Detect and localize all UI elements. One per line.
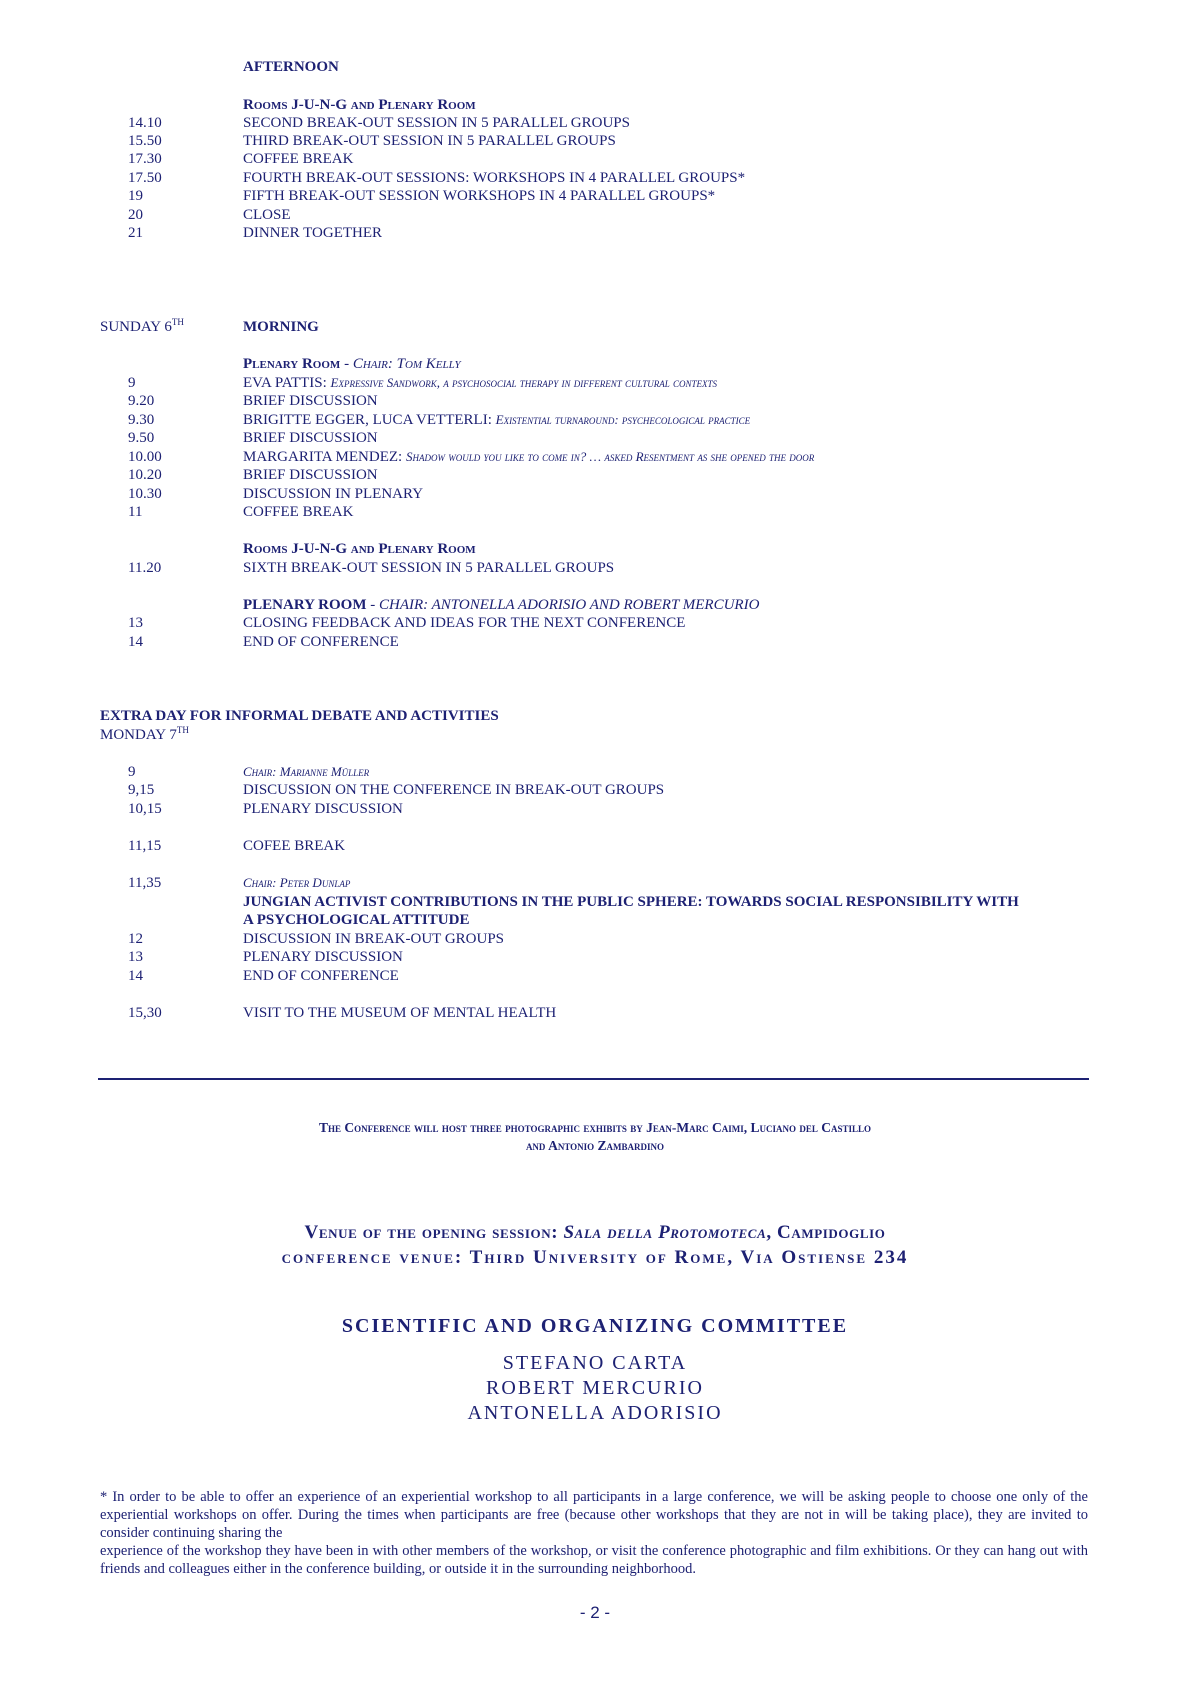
footnote-paragraph-1: * In order to be able to offer an experience of an experiential workshop to all participants in a large conference, we will be asking people to choose one only of the experiential workshops on offer. During the times when participants are free (because other workshops that they are not in will be taking place), they are invited to consider continuing sharing the: [100, 1489, 1088, 1541]
schedule-time: 9: [128, 375, 136, 391]
afternoon-heading: AFTERNOON: [243, 59, 339, 75]
schedule-time: 9,15: [128, 782, 155, 798]
schedule-time: 20: [128, 207, 143, 223]
session-title: JUNGIAN ACTIVIST CONTRIBUTIONS IN THE PUBLIC SPHERE: TOWARDS SOCIAL RESPONSIBILITY WITH: [243, 894, 1019, 910]
schedule-time: 9.30: [128, 412, 155, 428]
schedule-item: CLOSING FEEDBACK AND IDEAS FOR THE NEXT CONFERENCE: [243, 615, 686, 631]
schedule-time: 11,35: [128, 875, 162, 891]
schedule-time: 15.50: [128, 133, 162, 149]
schedule-item: DISCUSSION IN PLENARY: [243, 486, 424, 502]
page-number: - 2 -: [579, 1603, 611, 1622]
schedule-item: DISCUSSION IN BREAK-OUT GROUPS: [243, 931, 505, 947]
schedule-time: 13: [128, 949, 143, 965]
extra-day-heading: EXTRA DAY FOR INFORMAL DEBATE AND ACTIVITIES: [100, 708, 499, 724]
schedule-item: BRIEF DISCUSSION: [243, 430, 378, 446]
schedule-item: VISIT TO THE MUSEUM OF MENTAL HEALTH: [243, 1005, 557, 1021]
schedule-time: 9: [128, 764, 136, 780]
committee-member: ROBERT MERCURIO: [486, 1377, 704, 1399]
schedule-item: EVA PATTIS: Expressive Sandwork, a psychosocial therapy in different cultural contexts: [243, 375, 718, 391]
afternoon-rooms: Rooms J-U-N-G and Plenary Room: [243, 97, 476, 113]
schedule-time: 19: [128, 188, 143, 204]
schedule-time: 10.00: [128, 449, 162, 465]
schedule-time: 11,15: [128, 838, 162, 854]
schedule-item: DISCUSSION ON THE CONFERENCE IN BREAK-OUT GROUPS: [243, 782, 665, 798]
plenary-chair-line: Plenary Room - Chair: Tom Kelly: [243, 356, 461, 372]
schedule-time: 21: [128, 225, 143, 241]
schedule-time: 10.20: [128, 467, 162, 483]
committee-member: STEFANO CARTA: [502, 1352, 688, 1374]
schedule-time: 14.10: [128, 115, 162, 131]
schedule-item: FOURTH BREAK-OUT SESSIONS: WORKSHOPS IN 4 PARALLEL GROUPS*: [243, 170, 746, 186]
schedule-time: 11: [128, 504, 143, 520]
schedule-item: CLOSE: [243, 207, 291, 223]
schedule-item: SIXTH BREAK-OUT SESSION IN 5 PARALLEL GROUPS: [243, 560, 615, 576]
schedule-item: COFFEE BREAK: [243, 151, 354, 167]
conference-venue: conference venue: Third University of Rome, Via Ostiense 234: [281, 1247, 909, 1268]
schedule-item: COFFEE BREAK: [243, 504, 354, 520]
schedule-time: 11.20: [128, 560, 162, 576]
schedule-time: 10,15: [128, 801, 162, 817]
schedule-time: 14: [128, 968, 143, 984]
section-divider: [98, 1078, 1089, 1080]
committee-member: ANTONELLA ADORISIO: [467, 1402, 723, 1424]
schedule-item: BRIEF DISCUSSION: [243, 467, 378, 483]
plenary-chair-line-2: PLENARY ROOM - CHAIR: ANTONELLA ADORISIO AND ROBERT MERCURIO: [243, 597, 760, 613]
schedule-time: 15,30: [128, 1005, 162, 1021]
chair-line: Chair: Marianne Müller: [243, 764, 370, 779]
schedule-item: BRIEF DISCUSSION: [243, 393, 378, 409]
venue-opening: Venue of the opening session: Sala della Protomoteca, Campidoglio: [304, 1222, 886, 1243]
morning-heading: MORNING: [243, 319, 319, 335]
exhibits-line-1: The Conference will host three photographic exhibits by Jean-Marc Caimi, Luciano del Castillo: [318, 1120, 872, 1135]
schedule-time: 9.20: [128, 393, 155, 409]
schedule-item: PLENARY DISCUSSION: [243, 801, 403, 817]
schedule-time: 14: [128, 634, 143, 650]
chair-line: Chair: Peter Dunlap: [243, 875, 351, 890]
schedule-item: MARGARITA MENDEZ: Shadow would you like to come in? … asked Resentment as she opened the door: [243, 449, 815, 465]
schedule-item: END OF CONFERENCE: [243, 968, 399, 984]
schedule-time: 9.50: [128, 430, 155, 446]
exhibits-line-2: and Antonio Zambardino: [525, 1138, 665, 1153]
schedule-item: SECOND BREAK-OUT SESSION IN 5 PARALLEL GROUPS: [243, 115, 630, 131]
sunday-day-label: SUNDAY 6TH: [100, 317, 184, 335]
footnote-paragraph-2: experience of the workshop they have been in with other members of the workshop, or visit the conference photographic and film exhibitions. Or they can hang out with friends and colleagues either in the conference building, or outside it in the surrounding neighborhood.: [100, 1543, 1088, 1577]
schedule-item: BRIGITTE EGGER, LUCA VETTERLI: Existential turnaround: psychecological practice: [243, 412, 751, 428]
schedule-time: 17.30: [128, 151, 162, 167]
committee-title: SCIENTIFIC AND ORGANIZING COMMITTEE: [341, 1315, 849, 1337]
schedule-item: PLENARY DISCUSSION: [243, 949, 403, 965]
schedule-item: COFEE BREAK: [243, 838, 346, 854]
monday-day-label: MONDAY 7TH: [100, 725, 189, 743]
schedule-item: THIRD BREAK-OUT SESSION IN 5 PARALLEL GROUPS: [243, 133, 616, 149]
schedule-time: 13: [128, 615, 143, 631]
schedule-item: FIFTH BREAK-OUT SESSION WORKSHOPS IN 4 PARALLEL GROUPS*: [243, 188, 716, 204]
sunday-rooms: Rooms J-U-N-G and Plenary Room: [243, 541, 476, 557]
schedule-time: 12: [128, 931, 143, 947]
session-title-cont: A PSYCHOLOGICAL ATTITUDE: [243, 912, 470, 928]
schedule-item: END OF CONFERENCE: [243, 634, 399, 650]
schedule-time: 17.50: [128, 170, 162, 186]
schedule-time: 10.30: [128, 486, 162, 502]
schedule-item: DINNER TOGETHER: [243, 225, 383, 241]
